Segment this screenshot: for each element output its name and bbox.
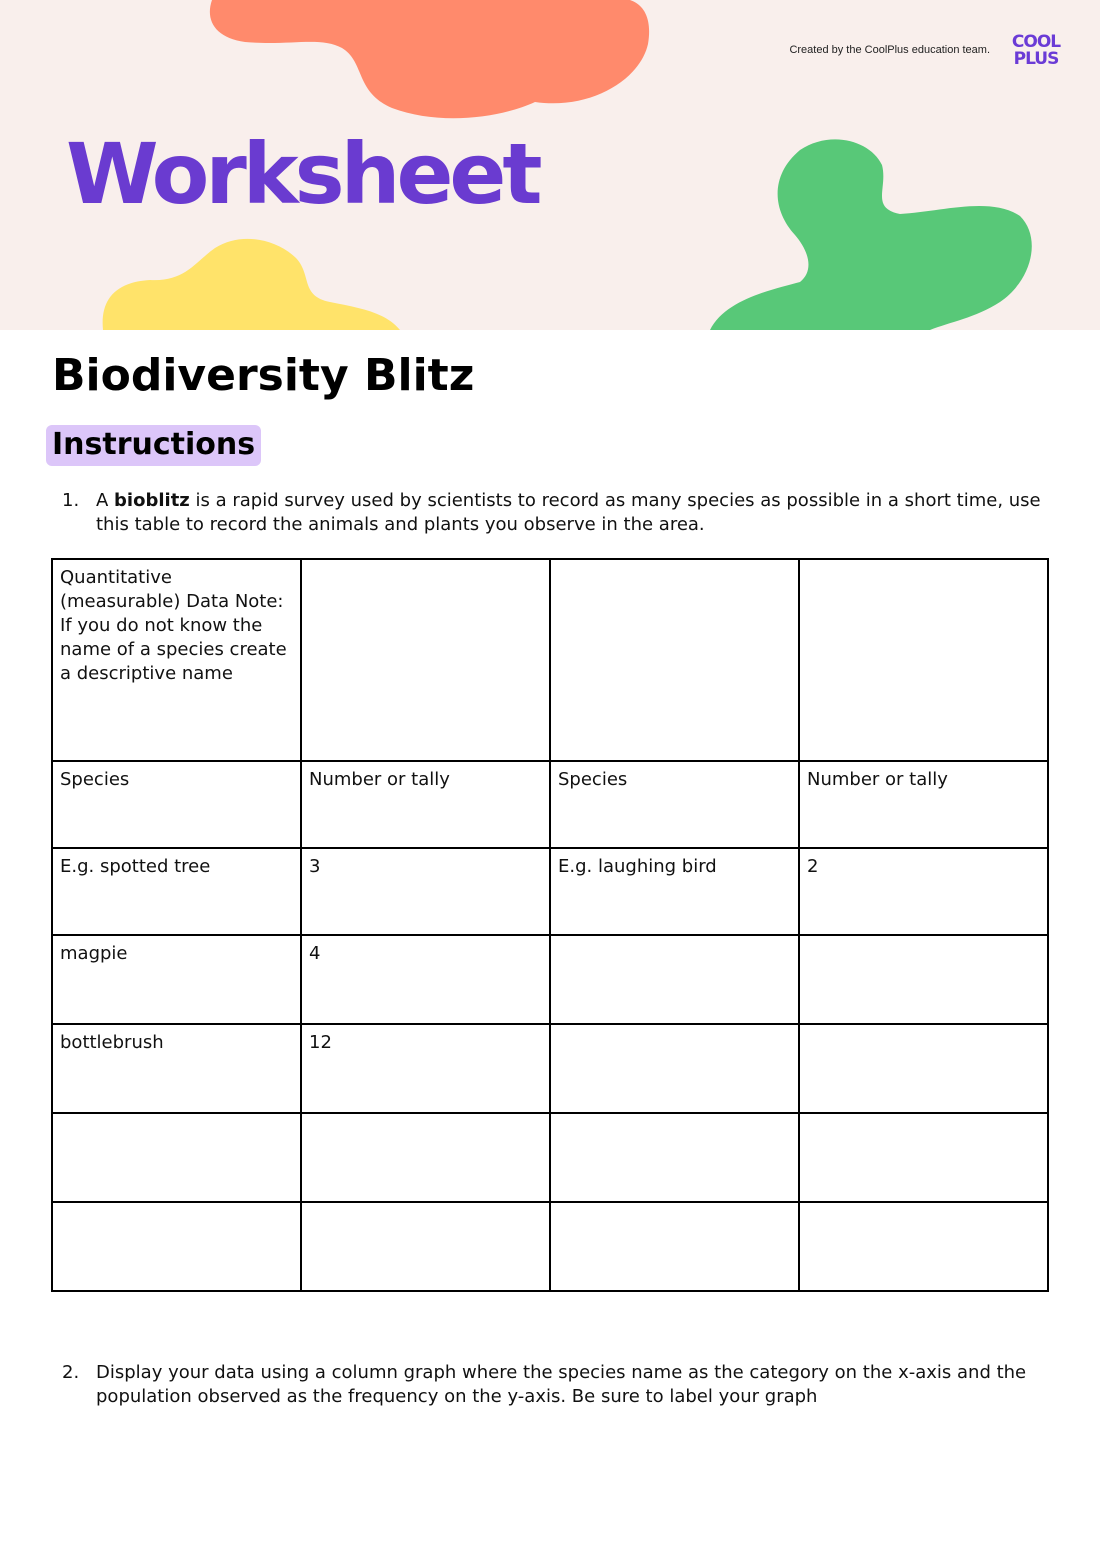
tally-cell[interactable] bbox=[799, 1113, 1048, 1202]
species-cell[interactable]: E.g. laughing bird bbox=[550, 848, 799, 935]
tally-cell[interactable] bbox=[301, 1113, 550, 1202]
species-cell[interactable] bbox=[52, 1202, 301, 1291]
step-text-rest: is a rapid survey used by scientists to record as many species as possible in a short time, use this table to record the animals and plants you observe in the area. bbox=[96, 490, 1041, 535]
step-number: 1. bbox=[62, 490, 80, 511]
logo-line-1: COOL bbox=[1011, 32, 1061, 52]
table-row bbox=[52, 1024, 1048, 1113]
orange-blob bbox=[210, 0, 649, 118]
table-cell[interactable] bbox=[301, 559, 550, 761]
step-text: Display your data using a column graph where the species name as the category on the x-axis and the population observed as the frequency on the y-axis. Be sure to label your graph bbox=[96, 1362, 1027, 1407]
tally-cell[interactable]: 3 bbox=[301, 848, 550, 935]
tally-cell[interactable] bbox=[301, 1202, 550, 1291]
table-row bbox=[52, 935, 1048, 1024]
species-cell[interactable] bbox=[550, 1024, 799, 1113]
column-header: Number or tally bbox=[799, 761, 1048, 848]
table-note-row bbox=[52, 559, 1048, 761]
step-text-prefix: A bbox=[96, 490, 115, 511]
instruction-step-1 bbox=[62, 489, 1042, 537]
logo-line-2: PLUS bbox=[1013, 49, 1059, 69]
column-header: Number or tally bbox=[301, 761, 550, 848]
column-header: Species bbox=[52, 761, 301, 848]
column-header: Species bbox=[550, 761, 799, 848]
species-cell[interactable]: magpie bbox=[52, 935, 301, 1024]
table-row bbox=[52, 1202, 1048, 1291]
instructions-heading: Instructions bbox=[46, 425, 261, 466]
header-banner bbox=[0, 0, 1100, 330]
species-cell[interactable]: bottlebrush bbox=[52, 1024, 301, 1113]
table-cell[interactable] bbox=[799, 559, 1048, 761]
step-number: 2. bbox=[62, 1362, 80, 1383]
step-text bbox=[96, 489, 1042, 537]
tally-cell[interactable] bbox=[799, 1202, 1048, 1291]
table-header-row bbox=[52, 761, 1048, 848]
species-cell[interactable] bbox=[550, 1202, 799, 1291]
coolplus-logo bbox=[1004, 34, 1068, 68]
tally-cell[interactable]: 2 bbox=[799, 848, 1048, 935]
bioblitz-term: bioblitz bbox=[114, 490, 190, 511]
bioblitz-table bbox=[51, 558, 1049, 1292]
species-cell[interactable] bbox=[550, 1113, 799, 1202]
worksheet-title: Worksheet bbox=[66, 125, 539, 223]
table-row bbox=[52, 848, 1048, 935]
tally-cell[interactable]: 4 bbox=[301, 935, 550, 1024]
credit-text: Created by the CoolPlus education team. bbox=[789, 44, 990, 56]
species-cell[interactable] bbox=[550, 935, 799, 1024]
species-cell[interactable] bbox=[52, 1113, 301, 1202]
table-row bbox=[52, 1113, 1048, 1202]
note-cell[interactable]: Quantitative (measurable) Data Note: If you do not know the name of a species create a descriptive name bbox=[52, 559, 301, 761]
green-blob bbox=[710, 139, 1032, 330]
tally-cell[interactable] bbox=[799, 935, 1048, 1024]
table-cell[interactable] bbox=[550, 559, 799, 761]
page-title: Biodiversity Blitz bbox=[52, 350, 475, 401]
tally-cell[interactable]: 12 bbox=[301, 1024, 550, 1113]
species-cell[interactable]: E.g. spotted tree bbox=[52, 848, 301, 935]
yellow-blob bbox=[103, 239, 400, 330]
tally-cell[interactable] bbox=[799, 1024, 1048, 1113]
instruction-step-2 bbox=[62, 1361, 1042, 1409]
